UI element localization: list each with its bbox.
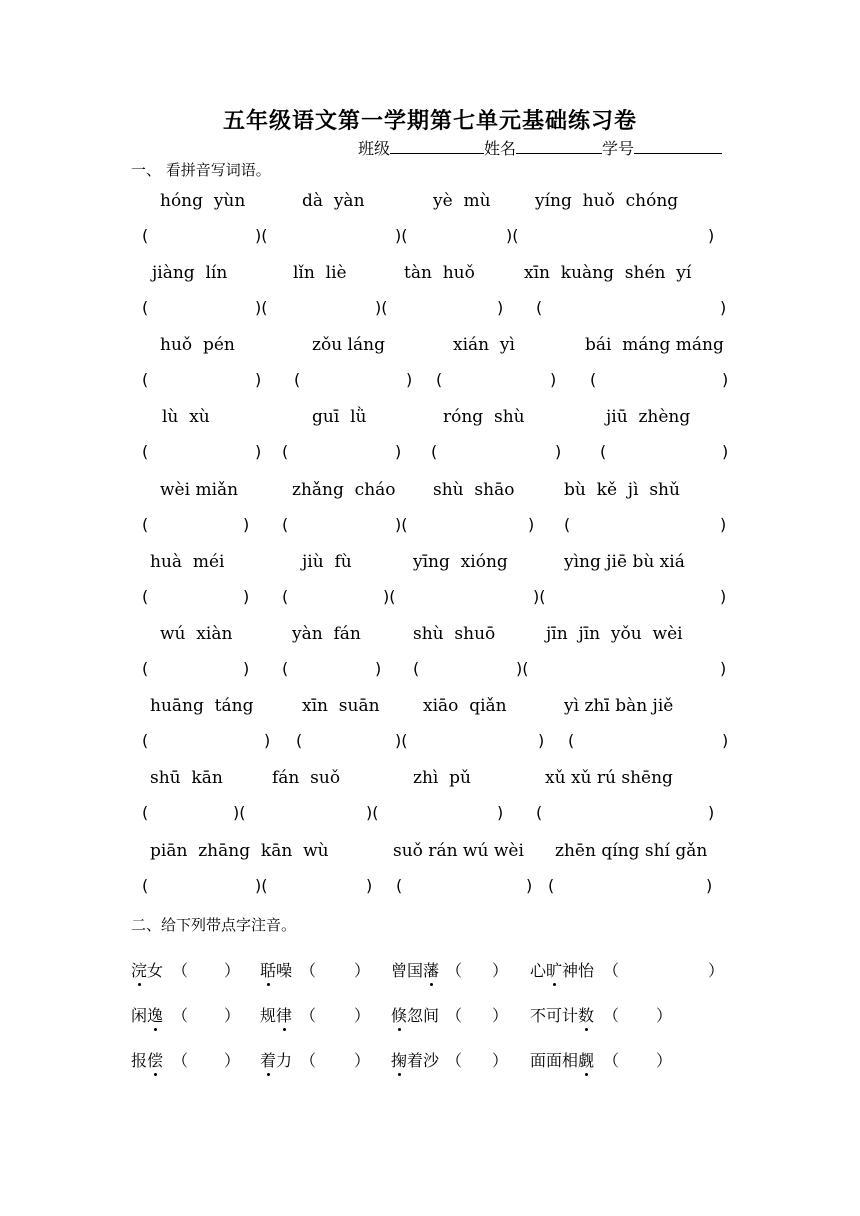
- pinyin-item: yīng xióng: [413, 552, 508, 572]
- zhuyin-item: [260, 958, 292, 981]
- answer-paren[interactable]: (: [282, 659, 289, 678]
- answer-paren[interactable]: )(: [366, 803, 379, 822]
- pinyin-item: huǒ pén: [160, 335, 235, 355]
- pinyin-item: xǔ xǔ rú shēng: [545, 768, 673, 788]
- answer-paren[interactable]: ): [528, 515, 535, 534]
- class-label: 班级: [358, 139, 391, 158]
- answer-paren[interactable]: )(: [395, 731, 408, 750]
- pinyin-item: lù xù: [162, 407, 210, 427]
- answer-paren[interactable]: ): [255, 442, 262, 461]
- pinyin-item: lǐn liè: [293, 263, 347, 283]
- dotted-char: 律: [276, 1003, 292, 1026]
- answer-paren[interactable]: ）: [224, 1006, 241, 1025]
- answer-paren[interactable]: （: [300, 1006, 317, 1025]
- zhuyin-item: [131, 1003, 163, 1026]
- word-before: 规: [260, 1006, 277, 1025]
- pinyin-item: bái máng máng: [585, 335, 724, 355]
- answer-paren[interactable]: ): [555, 442, 562, 461]
- answer-paren[interactable]: ）: [492, 961, 509, 980]
- answer-paren[interactable]: (: [142, 587, 149, 606]
- answer-paren[interactable]: (: [142, 876, 149, 895]
- answer-paren[interactable]: ）: [492, 1006, 509, 1025]
- pinyin-item: xīn kuàng shén yí: [524, 263, 692, 283]
- answer-paren[interactable]: )(: [395, 515, 408, 534]
- answer-paren[interactable]: (: [296, 731, 303, 750]
- answer-paren[interactable]: （: [172, 1051, 189, 1070]
- answer-paren[interactable]: （: [446, 1051, 463, 1070]
- answer-paren[interactable]: ): [243, 659, 250, 678]
- dotted-char: 觑: [578, 1048, 594, 1071]
- answer-paren[interactable]: (: [548, 876, 555, 895]
- answer-paren[interactable]: （: [300, 1051, 317, 1070]
- pinyin-item: yì zhī bàn jiě: [564, 696, 674, 716]
- pinyin-item: jīn jīn yǒu wèi: [546, 624, 683, 644]
- dotted-char: 藩: [423, 958, 439, 981]
- answer-paren[interactable]: ): [366, 876, 373, 895]
- answer-paren[interactable]: ): [538, 731, 545, 750]
- pinyin-item: suǒ rán wú wèi: [393, 841, 524, 861]
- answer-paren[interactable]: (: [431, 442, 438, 461]
- zhuyin-item: [391, 1048, 439, 1071]
- answer-paren[interactable]: ): [497, 803, 504, 822]
- answer-paren[interactable]: )(: [383, 587, 396, 606]
- pinyin-item: jiū zhèng: [606, 407, 691, 427]
- word-after: 着沙: [407, 1051, 440, 1070]
- pinyin-item: xīn suān: [302, 696, 380, 716]
- answer-paren[interactable]: （: [446, 961, 463, 980]
- zhuyin-item: [260, 1048, 292, 1071]
- answer-paren[interactable]: ): [708, 803, 715, 822]
- answer-paren[interactable]: (: [142, 803, 149, 822]
- pinyin-item: róng shù: [443, 407, 525, 427]
- answer-paren[interactable]: ): [708, 226, 715, 245]
- number-blank[interactable]: [634, 138, 722, 154]
- answer-paren[interactable]: (: [568, 731, 575, 750]
- pinyin-item: huà méi: [150, 552, 225, 572]
- dotted-char: 聒: [260, 958, 276, 981]
- word-after: 忽间: [407, 1006, 440, 1025]
- pinyin-item: fán suǒ: [272, 768, 341, 788]
- zhuyin-item: [260, 1003, 292, 1026]
- pinyin-item: piān zhāng kān wù: [150, 841, 329, 861]
- answer-paren[interactable]: (: [536, 803, 543, 822]
- answer-paren[interactable]: (: [142, 515, 149, 534]
- answer-paren[interactable]: ）: [492, 1051, 509, 1070]
- answer-paren[interactable]: (: [536, 298, 543, 317]
- number-label: 学号: [602, 139, 635, 158]
- pinyin-item: zǒu láng: [312, 335, 385, 355]
- pinyin-item: shū kān: [150, 768, 223, 788]
- pinyin-item: yíng huǒ chóng: [535, 191, 679, 211]
- answer-paren[interactable]: ）: [656, 1006, 673, 1025]
- answer-paren[interactable]: ): [720, 587, 727, 606]
- name-blank[interactable]: [516, 138, 602, 154]
- zhuyin-item: [131, 958, 163, 981]
- zhuyin-item: [530, 958, 594, 981]
- zhuyin-item: [391, 1003, 439, 1026]
- answer-paren[interactable]: (: [142, 298, 149, 317]
- answer-paren[interactable]: )(: [395, 226, 408, 245]
- word-before: 曾国: [391, 961, 424, 980]
- zhuyin-item: [131, 1048, 163, 1071]
- word-after: 女: [147, 961, 164, 980]
- answer-paren[interactable]: (: [142, 370, 149, 389]
- answer-paren[interactable]: （: [172, 1006, 189, 1025]
- dotted-char: 逸: [147, 1003, 163, 1026]
- answer-paren[interactable]: ): [550, 370, 557, 389]
- answer-paren[interactable]: ): [720, 659, 727, 678]
- answer-paren[interactable]: （: [172, 961, 189, 980]
- section1-heading: 一、 看拼音写词语。: [131, 161, 271, 179]
- answer-paren[interactable]: ): [243, 587, 250, 606]
- answer-paren[interactable]: (: [436, 370, 443, 389]
- pinyin-item: zhì pǔ: [413, 768, 471, 788]
- pinyin-item: wú xiàn: [160, 624, 233, 644]
- pinyin-item: jiàng lín: [152, 263, 228, 283]
- answer-paren[interactable]: ): [720, 515, 727, 534]
- pinyin-item: yìng jiē bù xiá: [564, 552, 685, 572]
- answer-paren[interactable]: (: [413, 659, 420, 678]
- answer-paren[interactable]: ）: [224, 961, 241, 980]
- answer-paren[interactable]: (: [282, 442, 289, 461]
- answer-paren[interactable]: ): [722, 731, 729, 750]
- answer-paren[interactable]: )(: [506, 226, 519, 245]
- answer-paren[interactable]: ）: [354, 961, 371, 980]
- answer-paren[interactable]: （: [603, 1006, 620, 1025]
- answer-paren[interactable]: (: [142, 442, 149, 461]
- answer-paren[interactable]: ): [255, 370, 262, 389]
- answer-paren[interactable]: (: [142, 659, 149, 678]
- dotted-char: 浣: [131, 958, 147, 981]
- answer-paren[interactable]: (: [564, 515, 571, 534]
- answer-paren[interactable]: ): [722, 442, 729, 461]
- answer-paren[interactable]: ): [706, 876, 713, 895]
- answer-paren[interactable]: ): [264, 731, 271, 750]
- dotted-char: 掬: [391, 1048, 407, 1071]
- pinyin-item: zhǎng cháo: [292, 480, 396, 500]
- pinyin-item: jiù fù: [302, 552, 352, 572]
- answer-paren[interactable]: （: [603, 961, 620, 980]
- dotted-char: 旷: [546, 958, 562, 981]
- answer-paren[interactable]: (: [142, 226, 149, 245]
- dotted-char: 偿: [147, 1048, 163, 1071]
- answer-paren[interactable]: )(: [255, 298, 268, 317]
- pinyin-item: tàn huǒ: [404, 263, 475, 283]
- section2-heading: 二、给下列带点字注音。: [131, 916, 297, 934]
- pinyin-item: huāng táng: [150, 696, 254, 716]
- name-label: 姓名: [484, 139, 517, 158]
- answer-paren[interactable]: )(: [255, 226, 268, 245]
- pinyin-item: dà yàn: [302, 191, 365, 211]
- word-before: 心: [530, 961, 547, 980]
- answer-paren[interactable]: (: [142, 731, 149, 750]
- pinyin-item: zhēn qíng shí gǎn: [555, 841, 708, 861]
- word-before: 不可计: [530, 1006, 579, 1025]
- pinyin-item: xián yì: [453, 335, 515, 355]
- answer-paren[interactable]: （: [603, 1051, 620, 1070]
- answer-paren[interactable]: ): [375, 659, 382, 678]
- answer-paren[interactable]: （: [300, 961, 317, 980]
- answer-paren[interactable]: (: [600, 442, 607, 461]
- word-after: 神怡: [562, 961, 595, 980]
- zhuyin-item: [530, 1048, 594, 1071]
- answer-paren[interactable]: ): [720, 298, 727, 317]
- answer-paren[interactable]: ): [406, 370, 413, 389]
- answer-paren[interactable]: ）: [708, 961, 725, 980]
- zhuyin-item: [391, 958, 439, 981]
- answer-paren[interactable]: ）: [354, 1006, 371, 1025]
- word-after: 力: [276, 1051, 293, 1070]
- answer-paren[interactable]: ): [395, 442, 402, 461]
- zhuyin-item: [530, 1003, 594, 1026]
- answer-paren[interactable]: )(: [375, 298, 388, 317]
- pinyin-item: bù kě jì shǔ: [564, 480, 680, 500]
- answer-paren[interactable]: (: [282, 587, 289, 606]
- answer-paren[interactable]: ): [243, 515, 250, 534]
- dotted-char: 倏: [391, 1003, 407, 1026]
- dotted-char: 数: [578, 1003, 594, 1026]
- answer-paren[interactable]: (: [396, 876, 403, 895]
- answer-paren[interactable]: (: [294, 370, 301, 389]
- pinyin-item: guī lǜ: [312, 407, 367, 427]
- pinyin-item: yàn fán: [292, 624, 361, 644]
- answer-paren[interactable]: (: [282, 515, 289, 534]
- answer-paren[interactable]: ）: [224, 1051, 241, 1070]
- answer-paren[interactable]: (: [590, 370, 597, 389]
- answer-paren[interactable]: )(: [233, 803, 246, 822]
- answer-paren[interactable]: ）: [656, 1051, 673, 1070]
- pinyin-item: hóng yùn: [160, 191, 246, 211]
- dotted-char: 着: [260, 1048, 276, 1071]
- answer-paren[interactable]: )(: [255, 876, 268, 895]
- student-info: [358, 136, 722, 159]
- word-before: 闲: [131, 1006, 148, 1025]
- pinyin-item: shù shāo: [433, 480, 515, 500]
- answer-paren[interactable]: )(: [516, 659, 529, 678]
- page-title: 五年级语文第一学期第七单元基础练习卷: [222, 109, 637, 134]
- word-before: 报: [131, 1051, 148, 1070]
- answer-paren[interactable]: )(: [533, 587, 546, 606]
- pinyin-item: wèi miǎn: [160, 480, 239, 500]
- word-before: 面面相: [530, 1051, 579, 1070]
- word-after: 噪: [276, 961, 293, 980]
- pinyin-item: yè mù: [433, 191, 491, 211]
- answer-paren[interactable]: ): [722, 370, 729, 389]
- answer-paren[interactable]: （: [446, 1006, 463, 1025]
- pinyin-item: shù shuō: [413, 624, 496, 644]
- pinyin-item: xiāo qiǎn: [423, 696, 507, 716]
- class-blank[interactable]: [390, 138, 484, 154]
- answer-paren[interactable]: ): [497, 298, 504, 317]
- answer-paren[interactable]: ）: [354, 1051, 371, 1070]
- answer-paren[interactable]: ): [526, 876, 533, 895]
